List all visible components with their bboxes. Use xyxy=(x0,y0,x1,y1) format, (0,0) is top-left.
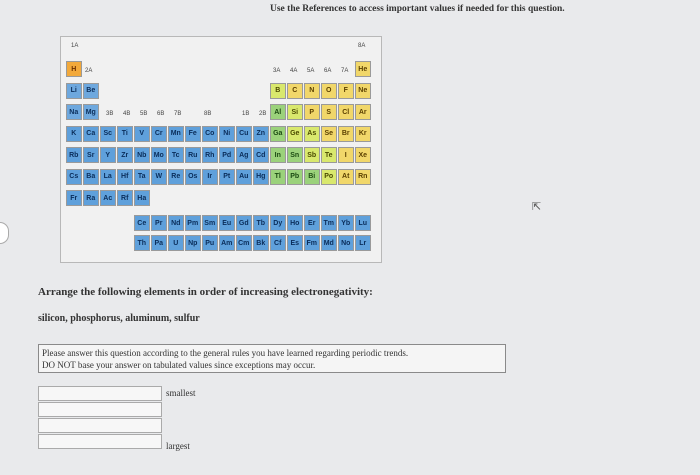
element-mg[interactable]: Mg xyxy=(83,104,99,120)
element-mo[interactable]: Mo xyxy=(151,147,167,163)
group-label-6a: 6A xyxy=(324,68,332,74)
references-note: Use the References to access important values if needed for this question. xyxy=(270,4,565,14)
element-se[interactable]: Se xyxy=(321,126,337,142)
element-na[interactable]: Na xyxy=(66,104,82,120)
group-label-5b: 5B xyxy=(140,111,148,117)
group-label-1b: 1B xyxy=(242,111,250,117)
element-po[interactable]: Po xyxy=(321,169,337,185)
element-md[interactable]: Md xyxy=(321,235,337,251)
notice-line-1: Please answer this question according to the general rules you have learned regarding periodic trends. xyxy=(42,348,409,358)
group-label-1a: 1A xyxy=(71,43,79,49)
element-tm[interactable]: Tm xyxy=(321,215,337,231)
element-cu[interactable]: Cu xyxy=(236,126,252,142)
element-c[interactable]: C xyxy=(287,83,303,99)
element-u[interactable]: U xyxy=(168,235,184,251)
group-label-7b: 7B xyxy=(174,111,182,117)
element-ar[interactable]: Ar xyxy=(355,104,371,120)
element-lr[interactable]: Lr xyxy=(355,235,371,251)
element-pb[interactable]: Pb xyxy=(287,169,303,185)
element-la[interactable]: La xyxy=(100,169,116,185)
group-label-2a: 2A xyxy=(85,68,93,74)
element-re[interactable]: Re xyxy=(168,169,184,185)
element-dy[interactable]: Dy xyxy=(270,215,286,231)
element-i[interactable]: I xyxy=(338,147,354,163)
instructions-notice xyxy=(38,344,506,373)
element-k[interactable]: K xyxy=(66,126,82,142)
group-label-5a: 5A xyxy=(307,68,315,74)
element-pr[interactable]: Pr xyxy=(151,215,167,231)
rank-slot-1[interactable] xyxy=(38,386,162,401)
group-label-7a: 7A xyxy=(341,68,349,74)
element-br[interactable]: Br xyxy=(338,126,354,142)
element-ho[interactable]: Ho xyxy=(287,215,303,231)
element-pm[interactable]: Pm xyxy=(185,215,201,231)
rank-slot-4[interactable] xyxy=(38,434,162,449)
element-co[interactable]: Co xyxy=(202,126,218,142)
element-be[interactable]: Be xyxy=(83,83,99,99)
element-sn[interactable]: Sn xyxy=(287,147,303,163)
rank-slot-2[interactable] xyxy=(38,402,162,417)
element-cl[interactable]: Cl xyxy=(338,104,354,120)
element-w[interactable]: W xyxy=(151,169,167,185)
element-ir[interactable]: Ir xyxy=(202,169,218,185)
element-ta[interactable]: Ta xyxy=(134,169,150,185)
element-es[interactable]: Es xyxy=(287,235,303,251)
element-zn[interactable]: Zn xyxy=(253,126,269,142)
element-sr[interactable]: Sr xyxy=(83,147,99,163)
rank-slot-3[interactable] xyxy=(38,418,162,433)
element-ni[interactable]: Ni xyxy=(219,126,235,142)
element-rn[interactable]: Rn xyxy=(355,169,371,185)
notice-line-2: DO NOT base your answer on tabulated values since exceptions may occur. xyxy=(42,360,316,370)
largest-label: largest xyxy=(166,441,190,451)
element-ba[interactable]: Ba xyxy=(83,169,99,185)
group-label-4a: 4A xyxy=(290,68,298,74)
element-zr[interactable]: Zr xyxy=(117,147,133,163)
periodic-table xyxy=(60,36,382,263)
element-bi[interactable]: Bi xyxy=(304,169,320,185)
smallest-label: smallest xyxy=(166,388,196,398)
group-label-6b: 6B xyxy=(157,111,165,117)
element-hf[interactable]: Hf xyxy=(117,169,133,185)
element-v[interactable]: V xyxy=(134,126,150,142)
element-no[interactable]: No xyxy=(338,235,354,251)
element-cm[interactable]: Cm xyxy=(236,235,252,251)
element-pt[interactable]: Pt xyxy=(219,169,235,185)
element-cs[interactable]: Cs xyxy=(66,169,82,185)
element-tl[interactable]: Tl xyxy=(270,169,286,185)
element-li[interactable]: Li xyxy=(66,83,82,99)
element-ti[interactable]: Ti xyxy=(117,126,133,142)
element-ce[interactable]: Ce xyxy=(134,215,150,231)
element-list: silicon, phosphorus, aluminum, sulfur xyxy=(38,313,200,324)
element-er[interactable]: Er xyxy=(304,215,320,231)
element-hg[interactable]: Hg xyxy=(253,169,269,185)
element-he[interactable]: He xyxy=(355,61,371,77)
element-rb[interactable]: Rb xyxy=(66,147,82,163)
element-s[interactable]: S xyxy=(321,104,337,120)
element-sm[interactable]: Sm xyxy=(202,215,218,231)
element-eu[interactable]: Eu xyxy=(219,215,235,231)
element-th[interactable]: Th xyxy=(134,235,150,251)
element-rf[interactable]: Rf xyxy=(117,190,133,206)
element-as[interactable]: As xyxy=(304,126,320,142)
element-fe[interactable]: Fe xyxy=(185,126,201,142)
element-ga[interactable]: Ga xyxy=(270,126,286,142)
element-kr[interactable]: Kr xyxy=(355,126,371,142)
element-pu[interactable]: Pu xyxy=(202,235,218,251)
element-cf[interactable]: Cf xyxy=(270,235,286,251)
element-sc[interactable]: Sc xyxy=(100,126,116,142)
group-label-3a: 3A xyxy=(273,68,281,74)
element-au[interactable]: Au xyxy=(236,169,252,185)
element-np[interactable]: Np xyxy=(185,235,201,251)
element-pa[interactable]: Pa xyxy=(151,235,167,251)
element-ag[interactable]: Ag xyxy=(236,147,252,163)
element-ca[interactable]: Ca xyxy=(83,126,99,142)
mouse-cursor-icon: ⇱ xyxy=(532,200,542,213)
element-yb[interactable]: Yb xyxy=(338,215,354,231)
group-label-8b: 8B xyxy=(204,111,212,117)
element-tc[interactable]: Tc xyxy=(168,147,184,163)
element-gd[interactable]: Gd xyxy=(236,215,252,231)
element-al[interactable]: Al xyxy=(270,104,286,120)
element-ru[interactable]: Ru xyxy=(185,147,201,163)
element-mn[interactable]: Mn xyxy=(168,126,184,142)
group-label-3b: 3B xyxy=(106,111,114,117)
element-am[interactable]: Am xyxy=(219,235,235,251)
side-tab-handle[interactable] xyxy=(0,222,9,244)
element-pd[interactable]: Pd xyxy=(219,147,235,163)
element-n[interactable]: N xyxy=(304,83,320,99)
element-o[interactable]: O xyxy=(321,83,337,99)
element-tb[interactable]: Tb xyxy=(253,215,269,231)
element-xe[interactable]: Xe xyxy=(355,147,371,163)
element-os[interactable]: Os xyxy=(185,169,201,185)
element-nb[interactable]: Nb xyxy=(134,147,150,163)
element-lu[interactable]: Lu xyxy=(355,215,371,231)
element-fr[interactable]: Fr xyxy=(66,190,82,206)
element-at[interactable]: At xyxy=(338,169,354,185)
group-label-4b: 4B xyxy=(123,111,131,117)
element-cd[interactable]: Cd xyxy=(253,147,269,163)
group-label-2b: 2B xyxy=(259,111,267,117)
question-prompt: Arrange the following elements in order of increasing electronegativity: xyxy=(38,286,373,298)
element-sb[interactable]: Sb xyxy=(304,147,320,163)
group-label-8a: 8A xyxy=(358,43,366,49)
element-h[interactable]: H xyxy=(66,61,82,77)
element-bk[interactable]: Bk xyxy=(253,235,269,251)
element-y[interactable]: Y xyxy=(100,147,116,163)
element-fm[interactable]: Fm xyxy=(304,235,320,251)
element-te[interactable]: Te xyxy=(321,147,337,163)
element-p[interactable]: P xyxy=(304,104,320,120)
element-ra[interactable]: Ra xyxy=(83,190,99,206)
element-ac[interactable]: Ac xyxy=(100,190,116,206)
element-ha[interactable]: Ha xyxy=(134,190,150,206)
element-si[interactable]: Si xyxy=(287,104,303,120)
element-f[interactable]: F xyxy=(338,83,354,99)
element-cr[interactable]: Cr xyxy=(151,126,167,142)
element-ge[interactable]: Ge xyxy=(287,126,303,142)
element-nd[interactable]: Nd xyxy=(168,215,184,231)
element-b[interactable]: B xyxy=(270,83,286,99)
element-rh[interactable]: Rh xyxy=(202,147,218,163)
element-in[interactable]: In xyxy=(270,147,286,163)
element-ne[interactable]: Ne xyxy=(355,83,371,99)
